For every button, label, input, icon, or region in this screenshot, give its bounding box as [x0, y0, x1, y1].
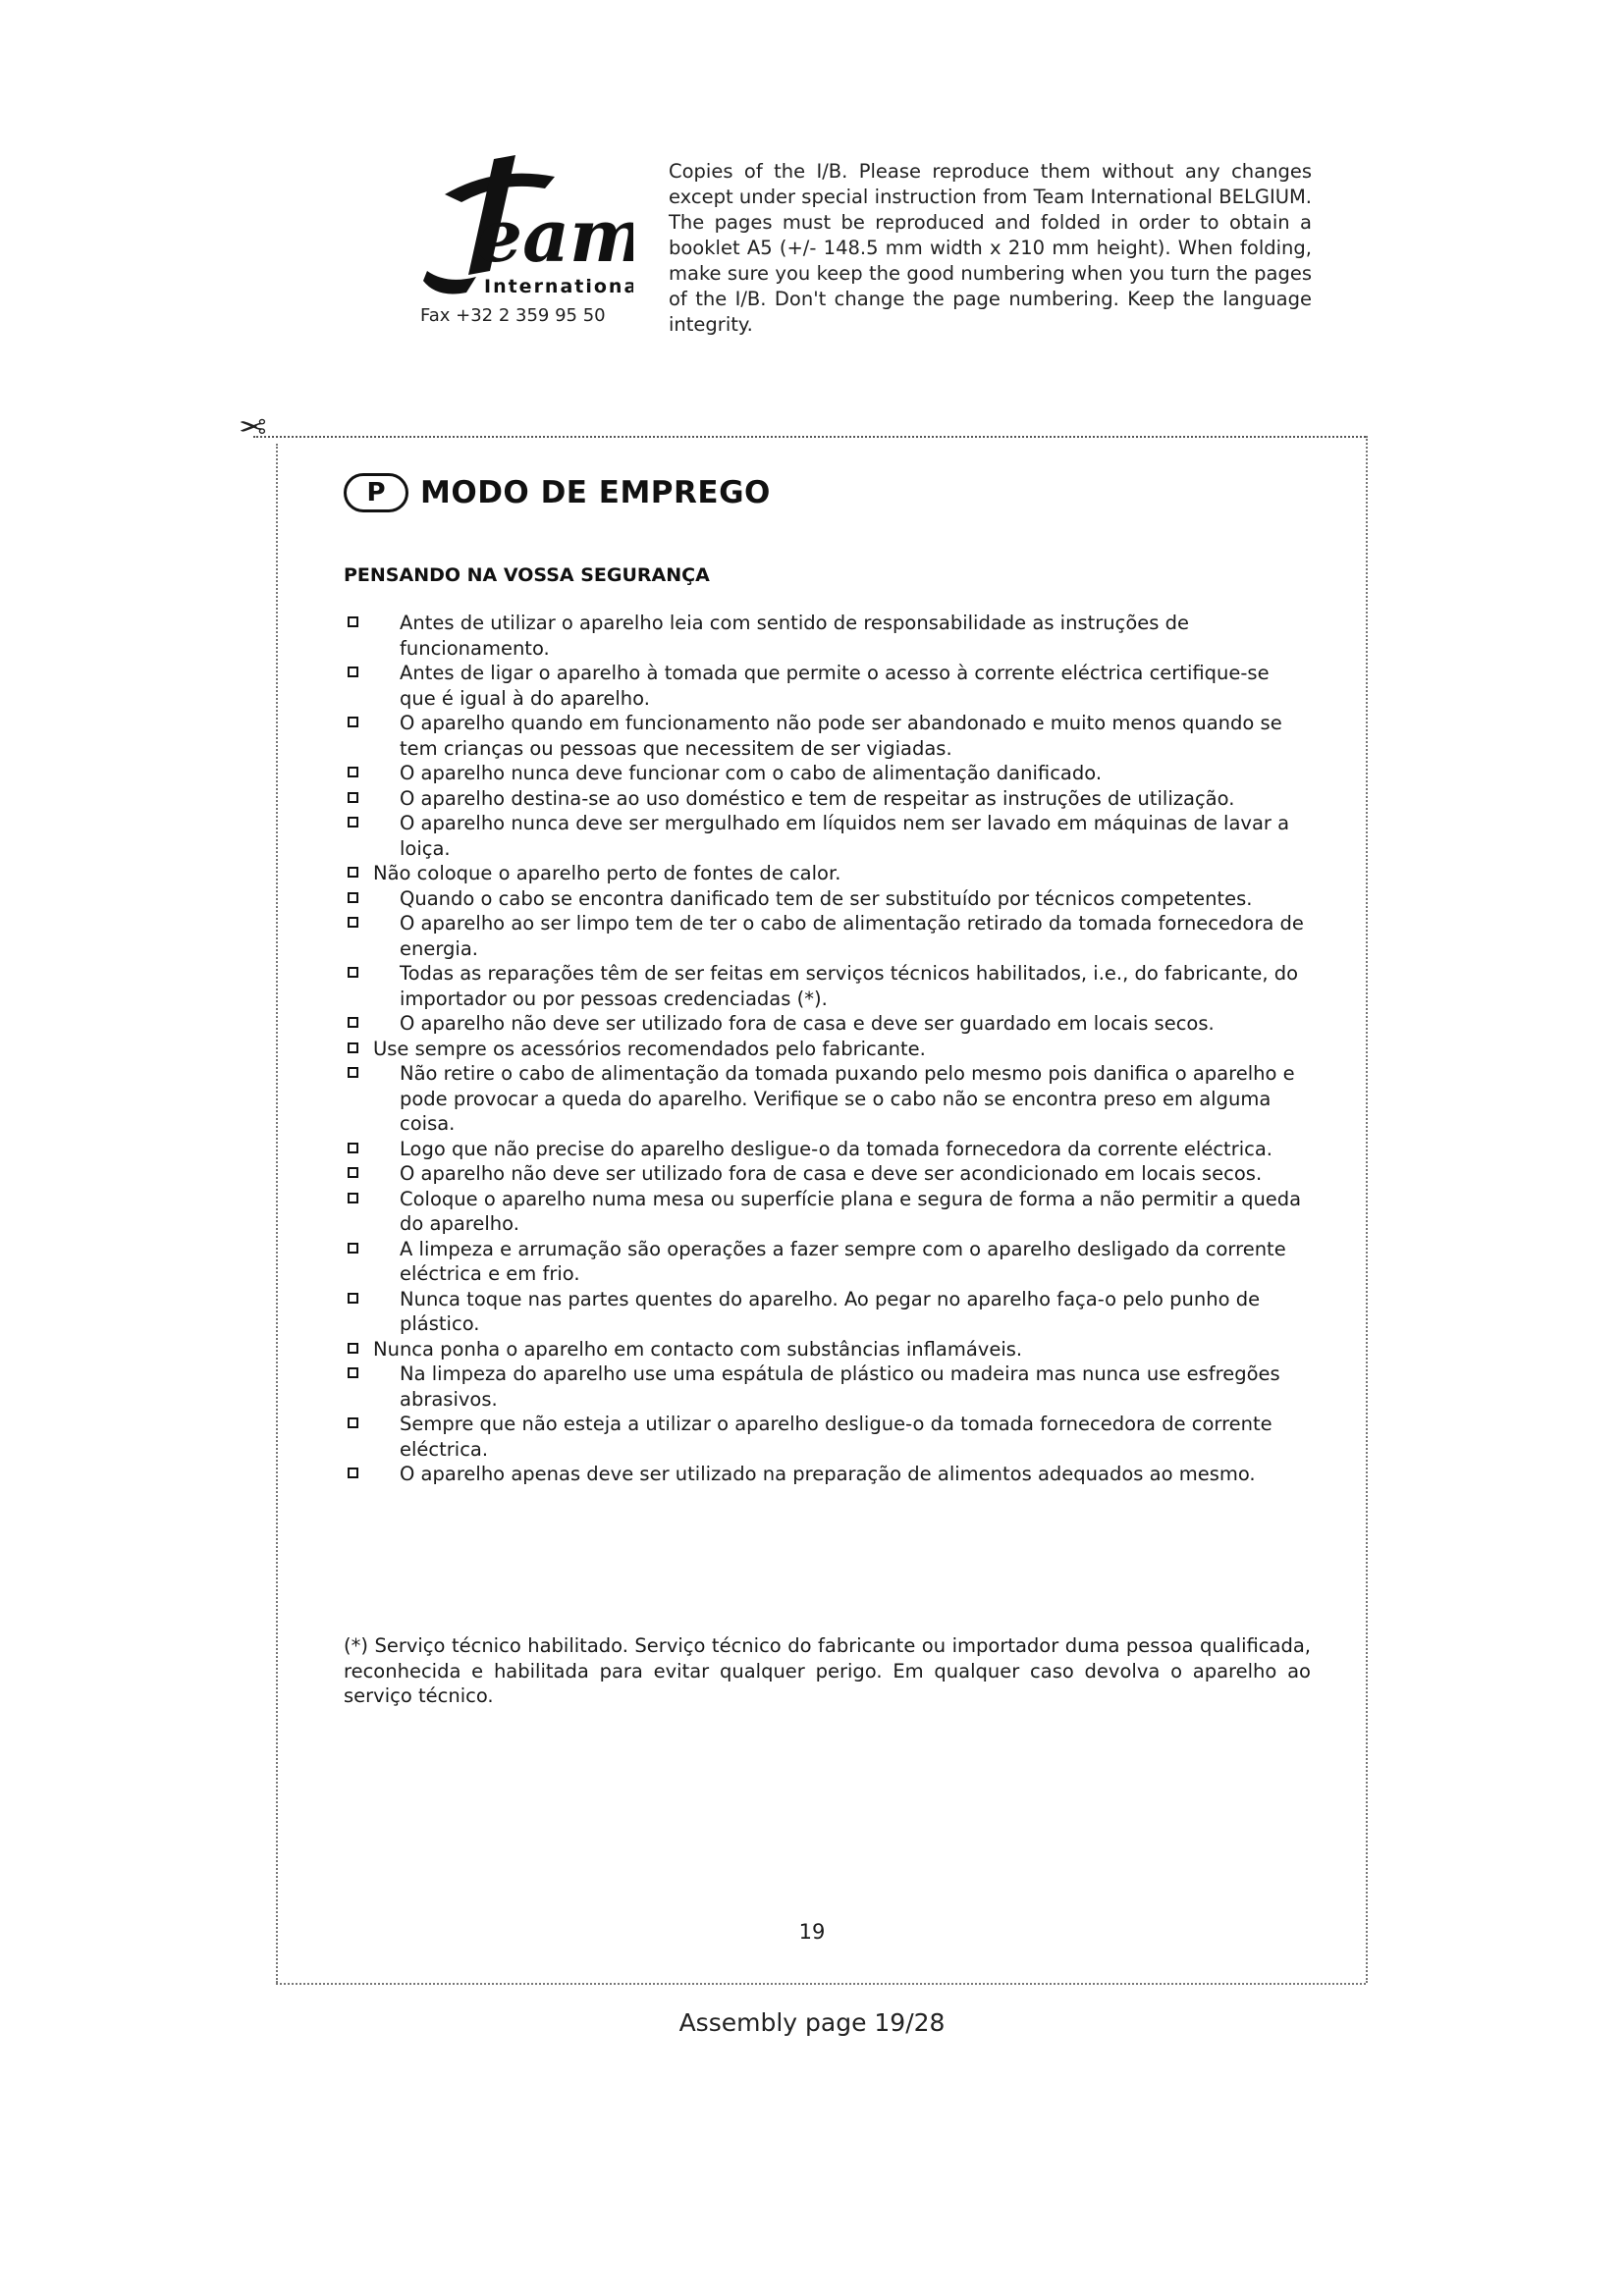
page-number: 19 [798, 1920, 826, 1944]
checkbox-icon [348, 917, 358, 928]
checkbox-icon [348, 1042, 358, 1053]
checkbox-icon [348, 667, 358, 677]
cut-line-right [1366, 436, 1368, 1983]
team-logo-icon [407, 155, 633, 302]
checkbox-icon [348, 867, 358, 878]
list-item: O aparelho não deve ser utilizado fora de casa e deve ser acondicionado em locais secos. [344, 1161, 1311, 1187]
manual-title-row [344, 471, 771, 514]
reproduction-instructions: Copies of the I/B. Please reproduce them without any changes except under special instruction from Team International BELGIUM. The pages must be reproduced and folded in order to obtain a booklet A5 (+/- 148.5 mm width x 210 mm height). When folding, make sure you keep the good numbering when you turn the pages of the I/B. Don't change the page numbering. Keep the language integrity. [669, 160, 1312, 336]
list-item: O aparelho nunca deve funcionar com o cabo de alimentação danificado. [344, 761, 1311, 786]
list-item: O aparelho apenas deve ser utilizado na preparação de alimentos adequados ao mesmo. [344, 1462, 1311, 1487]
safety-list [344, 611, 1311, 1487]
list-item: Quando o cabo se encontra danificado tem de ser substituído por técnicos competentes. [344, 886, 1311, 912]
checkbox-icon [348, 967, 358, 978]
svg-text:International: International [484, 276, 633, 297]
checkbox-icon [348, 1343, 358, 1354]
list-item: Antes de utilizar o aparelho leia com sentido de responsabilidade as instruções de funcionamento. [344, 611, 1311, 661]
list-item: Nunca toque nas partes quentes do aparelho. Ao pegar no aparelho faça-o pelo punho de plástico. [344, 1287, 1311, 1337]
checkbox-icon [348, 1017, 358, 1028]
safety-heading: PENSANDO NA VOSSA SEGURANÇA [344, 564, 710, 586]
list-item: Use sempre os acessórios recomendados pelo fabricante. [344, 1037, 1311, 1062]
svg-text:eam: eam [476, 194, 633, 279]
fax-number: Fax +32 2 359 95 50 [420, 305, 606, 326]
checkbox-icon [348, 767, 358, 777]
list-item: Na limpeza do aparelho use uma espátula de plástico ou madeira mas nunca use esfregões abrasivos. [344, 1362, 1311, 1412]
checkbox-icon [348, 792, 358, 803]
checkbox-icon [348, 1417, 358, 1428]
list-item: Não coloque o aparelho perto de fontes de calor. [344, 861, 1311, 886]
checkbox-icon [348, 1293, 358, 1304]
checkbox-icon [348, 616, 358, 627]
assembly-page-label: Assembly page 19/28 [678, 2008, 946, 2037]
checkbox-icon [348, 1193, 358, 1203]
checkbox-icon [348, 892, 358, 903]
cut-line-bottom [276, 1983, 1366, 1985]
cut-line-top [253, 436, 1366, 438]
list-item: Antes de ligar o aparelho à tomada que permite o acesso à corrente eléctrica certifique-se que é igual à do aparelho. [344, 661, 1311, 711]
cut-line-left [276, 444, 278, 1983]
list-item: O aparelho nunca deve ser mergulhado em líquidos nem ser lavado em máquinas de lavar a loiça. [344, 811, 1311, 861]
service-footnote: (*) Serviço técnico habilitado. Serviço técnico do fabricante ou importador duma pessoa qualificada, reconhecida e habilitada para evitar qualquer perigo. Em qualquer caso devolva o aparelho ao serviço técnico. [344, 1634, 1311, 1707]
list-item: A limpeza e arrumação são operações a fazer sempre com o aparelho desligado da corrente eléctrica e em frio. [344, 1237, 1311, 1287]
checkbox-icon [348, 1167, 358, 1178]
list-item: Logo que não precise do aparelho desligue-o da tomada fornecedora da corrente eléctrica. [344, 1137, 1311, 1162]
list-item: O aparelho destina-se ao uso doméstico e tem de respeitar as instruções de utilização. [344, 786, 1311, 812]
list-item: Todas as reparações têm de ser feitas em serviços técnicos habilitados, i.e., do fabricante, do importador ou por pessoas credenciadas (*). [344, 961, 1311, 1011]
checkbox-icon [348, 1243, 358, 1254]
scissors-icon: ✂ [239, 405, 267, 445]
checkbox-icon [348, 1468, 358, 1478]
checkbox-icon [348, 817, 358, 828]
checkbox-icon [348, 1067, 358, 1078]
list-item: Coloque o aparelho numa mesa ou superfície plana e segura de forma a não permitir a queda do aparelho. [344, 1187, 1311, 1237]
list-item: O aparelho quando em funcionamento não pode ser abandonado e muito menos quando se tem crianças ou pessoas que necessitem de ser vigiadas. [344, 711, 1311, 761]
list-item: O aparelho não deve ser utilizado fora de casa e deve ser guardado em locais secos. [344, 1011, 1311, 1037]
manual-title: MODO DE EMPREGO [420, 475, 771, 510]
checkbox-icon [348, 717, 358, 727]
list-item: Nunca ponha o aparelho em contacto com substâncias inflamáveis. [344, 1337, 1311, 1362]
list-item: Não retire o cabo de alimentação da tomada puxando pelo mesmo pois danifica o aparelho e pode provocar a queda do aparelho. Verifique se o cabo não se encontra preso em alguma coisa. [344, 1061, 1311, 1137]
team-international-logo [407, 155, 633, 302]
checkbox-icon [348, 1367, 358, 1378]
list-item: Sempre que não esteja a utilizar o aparelho desligue-o da tomada fornecedora de corrente eléctrica. [344, 1412, 1311, 1462]
list-item: O aparelho ao ser limpo tem de ter o cabo de alimentação retirado da tomada fornecedora de energia. [344, 911, 1311, 961]
language-badge: P [344, 473, 408, 512]
checkbox-icon [348, 1143, 358, 1153]
